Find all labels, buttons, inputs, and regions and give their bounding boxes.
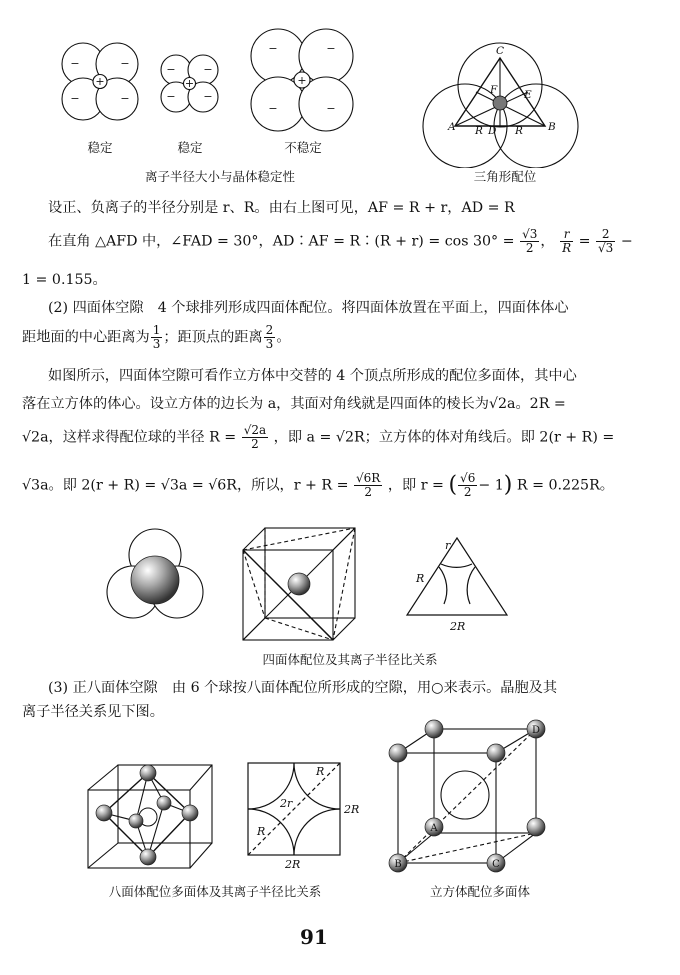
point-E: E xyxy=(524,89,532,101)
label-2r: 2r xyxy=(280,797,293,810)
label-2R: 2R xyxy=(344,803,360,816)
fig1-caption: 离子半径大小与晶体稳定性 xyxy=(144,169,295,184)
neg-sign: − xyxy=(268,42,278,55)
neg-sign: − xyxy=(166,63,176,76)
triangle-coordination-figure xyxy=(420,38,585,168)
pos-sign: + xyxy=(95,75,105,88)
para-line-2 xyxy=(22,228,680,255)
label-R: R xyxy=(257,825,266,838)
para-line-4: (2) 四面体空隙 4 个球排列形成四面体配位。将四面体放置在平面上，四面体体心 xyxy=(48,300,569,316)
point-C: C xyxy=(496,45,505,57)
neg-sign: − xyxy=(326,42,336,55)
point-A: A xyxy=(430,823,438,834)
neg-sign: − xyxy=(70,92,80,105)
neg-sign: − xyxy=(326,102,336,115)
text-span: ，即 r = xyxy=(387,477,444,494)
para-line-10: (3) 正八面体空隙 由 6 个球按八面体配位所形成的空隙，用○来表示。晶胞及其 xyxy=(48,680,558,696)
neg-sign: − xyxy=(203,90,213,103)
para-line-9: √3a。即 2(r + R) = √3a = √6R，所以，r + R = $\frac{√6R}{2}$ ，即 r = ( $\frac{√6}{2}$ − 1) R = 0.225R。 xyxy=(22,471,614,499)
fraction: $\frac{2}{√3}$ xyxy=(598,227,614,255)
fraction: $\frac{√6R}{2}$ xyxy=(356,471,381,499)
text-span: ，即 a = √2R；立方体的体对角线后。即 2(r + R) = xyxy=(273,429,615,446)
neg-sign: − xyxy=(203,63,213,76)
neg-sign: − xyxy=(120,57,130,70)
label-2R: 2R xyxy=(450,620,466,633)
para-line-6: 如图所示，四面体空隙可看作立方体中交替的 4 个顶点所形成的配位多面体，其中心 xyxy=(48,368,577,384)
fig2-caption: 三角形配位 xyxy=(473,169,537,184)
text-span: R = 0.225R。 xyxy=(516,477,614,494)
fig4-caption-right: 立方体配位多面体 xyxy=(429,884,530,899)
para-line-3: 1 = 0.155。 xyxy=(22,272,107,288)
fig3-caption: 四面体配位及其离子半径比关系 xyxy=(262,652,438,667)
fraction: $\frac{2}{3}$ xyxy=(265,323,274,351)
octahedral-figure xyxy=(80,715,580,880)
fraction: $\frac{1}{3}$ xyxy=(152,323,161,351)
para-line-11: 离子半径关系见下图。 xyxy=(22,704,164,720)
text-span: 在直角 △AFD 中，∠FAD = 30°，AD∶AF = R∶(R + r) = cos 30° = xyxy=(48,233,515,250)
point-B: B xyxy=(548,121,556,133)
point-B: B xyxy=(394,859,402,870)
text-span: ， xyxy=(540,233,555,250)
tetrahedral-figure xyxy=(100,520,580,650)
para-line-5 xyxy=(22,324,658,351)
text-span: − xyxy=(620,233,633,250)
para-line-1: 设正、负离子的半径分别是 r、R。由右上图可见，AF = R + r，AD = R xyxy=(48,200,515,216)
neg-sign: − xyxy=(268,102,278,115)
point-D: D xyxy=(531,725,541,736)
label-R: R xyxy=(475,125,483,137)
fraction: $\frac{√3}{2}$ xyxy=(522,227,538,255)
label-stable-2: 稳定 xyxy=(177,140,203,155)
fraction: $\frac{√2a}{2}$ xyxy=(243,423,267,451)
label-r: r xyxy=(445,539,451,552)
point-C: C xyxy=(492,859,500,870)
label-stable-1: 稳定 xyxy=(87,140,113,155)
point-A: A xyxy=(448,121,456,133)
point-F: F xyxy=(490,84,498,96)
neg-sign: − xyxy=(70,57,80,70)
fig4-caption-left: 八面体配位多面体及其离子半径比关系 xyxy=(108,884,322,899)
page-number: 91 xyxy=(300,925,328,949)
para-line-8 xyxy=(22,424,658,451)
label-2R: 2R xyxy=(285,858,301,871)
text-span: 。 xyxy=(276,329,291,346)
neg-sign: − xyxy=(166,90,176,103)
neg-sign: − xyxy=(120,92,130,105)
pos-sign: + xyxy=(184,77,195,90)
fraction: $\frac{√6}{2}$ xyxy=(460,471,476,499)
text-span: − 1 xyxy=(478,477,504,494)
point-D: D xyxy=(488,125,497,137)
text-span: = xyxy=(578,233,591,250)
text-span: √2a，这样求得配位球的半径 R = xyxy=(22,429,237,446)
text-span: √3a。即 2(r + R) = √3a = √6R，所以，r + R = xyxy=(22,477,349,494)
label-R: R xyxy=(316,765,325,778)
pos-sign: + xyxy=(297,74,307,87)
fraction: $\frac{r}{R}$ xyxy=(562,227,572,255)
para-line-7: 落在立方体的体心。设立方体的边长为 a，其面对角线就是四面体的棱长为√2a。2R = xyxy=(22,396,566,412)
label-unstable: 不稳定 xyxy=(284,140,322,155)
label-R: R xyxy=(416,572,425,585)
text-span: ；距顶点的距离 xyxy=(163,329,263,346)
label-R: R xyxy=(515,125,523,137)
text-span: 距地面的中心距离为 xyxy=(22,329,150,346)
